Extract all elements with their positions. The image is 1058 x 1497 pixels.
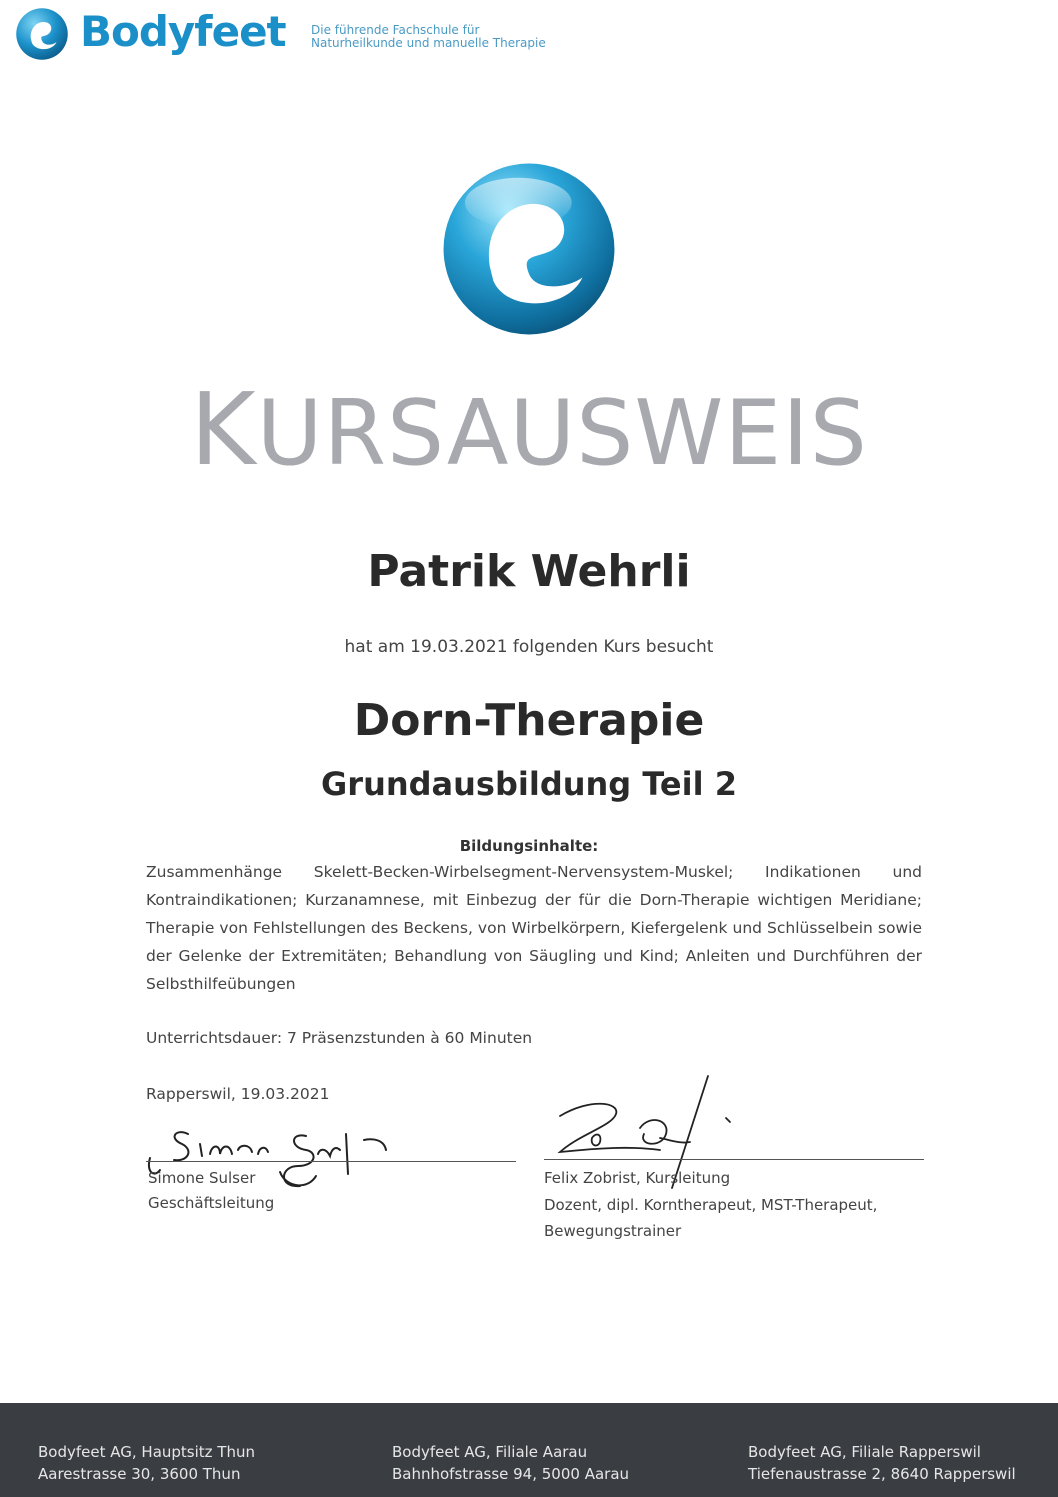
course-subtitle: Grundausbildung Teil 2 bbox=[321, 765, 737, 803]
document-title bbox=[0, 371, 1058, 489]
attendance-statement: hat am 19.03.2021 folgenden Kurs besucht bbox=[344, 637, 714, 657]
signatory-right-role-line-2: Bewegungstrainer bbox=[544, 1222, 682, 1240]
footer-address-line-1: Bodyfeet AG, Filiale Rapperswil bbox=[748, 1443, 981, 1461]
tagline-line-2: Naturheilkunde und manuelle Therapie bbox=[311, 36, 546, 50]
contents-text: Zusammenhänge Skelett-Becken-Wirbelsegment-Nervensystem-Muskel; Indikationen und Kontraindikationen; Kurzanamnese, mit Einbezug der für die Dorn-Therapie wichtigen Meridiane; Therapie von Fehlstellungen des Beckens, von Wirbelkörpern, Kiefergelenk und Schlüsselbein sowie der Gelenke der Extremitäten; Behandlung von Säugling und Kind; Anleiten und Durchführen der Selbsthilfeübungen bbox=[146, 863, 922, 993]
footer-address-line-2: Bahnhofstrasse 94, 5000 Aarau bbox=[392, 1465, 630, 1483]
footer bbox=[0, 1403, 1058, 1497]
course-duration: Unterrichtsdauer: 7 Präsenzstunden à 60 Minuten bbox=[146, 1029, 533, 1047]
signatory-right-role-line-1: Dozent, dipl. Korntherapeut, MST-Therapeut, bbox=[544, 1196, 878, 1214]
footer-address-line-2: Tiefenaustrasse 2, 8640 Rapperswil bbox=[748, 1465, 1016, 1483]
footer-address-aarau bbox=[392, 1441, 629, 1485]
course-name: Dorn-Therapie bbox=[353, 695, 705, 746]
brand-name: Bodyfeet bbox=[80, 7, 286, 56]
title-rest: URSAUSWEIS bbox=[256, 381, 868, 486]
footer-address-line-2: Aarestrasse 30, 3600 Thun bbox=[38, 1465, 241, 1483]
participant-name: Patrik Wehrli bbox=[367, 546, 691, 597]
place-and-date: Rapperswil, 19.03.2021 bbox=[146, 1085, 330, 1103]
bodyfeet-logo-icon bbox=[14, 6, 70, 62]
contents-heading: Bildungsinhalte: bbox=[459, 837, 599, 855]
tagline-line-1: Die führende Fachschule für bbox=[311, 23, 480, 37]
brand-tagline bbox=[311, 24, 611, 50]
bodyfeet-emblem-icon bbox=[440, 160, 618, 338]
footer-address-line-1: Bodyfeet AG, Filiale Aarau bbox=[392, 1443, 588, 1461]
signatory-left-name: Simone Sulser bbox=[148, 1169, 256, 1187]
footer-address-line-1: Bodyfeet AG, Hauptsitz Thun bbox=[38, 1443, 255, 1461]
signature-line-left bbox=[146, 1161, 516, 1162]
signatory-right-name: Felix Zobrist, Kursleitung bbox=[544, 1169, 731, 1187]
title-first-letter: K bbox=[190, 371, 257, 488]
signature-line-right bbox=[544, 1159, 924, 1160]
footer-address-rapperswil bbox=[748, 1441, 1016, 1485]
footer-address-thun bbox=[38, 1441, 255, 1485]
signatory-left-role: Geschäftsleitung bbox=[148, 1194, 275, 1212]
